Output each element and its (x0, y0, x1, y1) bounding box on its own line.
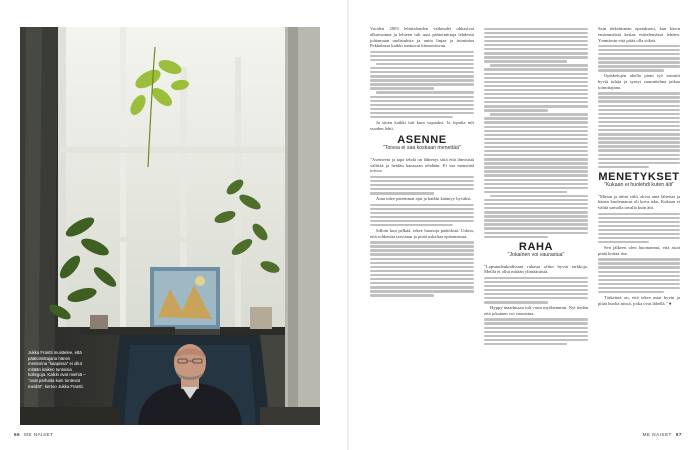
text-line (370, 180, 474, 182)
text-line (484, 327, 588, 329)
text-line (598, 162, 680, 164)
text-line (484, 331, 588, 333)
text-line (370, 55, 474, 57)
text-line (370, 104, 474, 106)
text-column-1 (370, 26, 474, 298)
text-line (484, 277, 588, 279)
text-line (484, 36, 588, 38)
section-quote-menetykset: "Kukaan ei huolehdi kuten äiti" (603, 181, 675, 188)
text-line (370, 67, 474, 69)
text-line (598, 149, 680, 151)
text-line (484, 142, 588, 144)
text-line (484, 117, 588, 119)
text-line (370, 116, 453, 118)
text-line (598, 45, 680, 47)
text-line (598, 117, 680, 119)
text-line (484, 170, 588, 172)
text-line (484, 85, 588, 87)
text-line (370, 216, 474, 218)
text-line (484, 232, 588, 234)
text-line (598, 262, 680, 264)
section-quote-asenne: "Toivoa ei saa koskaan menettää" (383, 145, 461, 152)
text-line (484, 150, 588, 152)
text-line (484, 40, 588, 42)
text-line (484, 322, 588, 324)
body-paragraph: "Minun ja äitini välit olivat aina läheiset ja hänen kuolemansa oli kova isku. Kukaan ei välitä samalla tavalla kuin äiti. (598, 193, 680, 211)
text-line (484, 162, 588, 164)
text-line (598, 233, 680, 235)
text-line (370, 286, 474, 288)
text-line (484, 207, 588, 209)
text-line (598, 53, 680, 55)
text-line (370, 266, 474, 268)
magazine-name-left: ME NAISET (24, 432, 54, 437)
text-line (484, 339, 588, 341)
text-line (484, 48, 588, 50)
text-line (370, 294, 434, 296)
text-line (598, 125, 680, 127)
text-line (598, 105, 680, 107)
text-line (370, 188, 474, 190)
text-line (598, 61, 680, 63)
text-line (370, 83, 474, 85)
text-line (370, 204, 474, 206)
text-line (598, 145, 680, 147)
text-line (598, 271, 680, 273)
text-line (484, 81, 588, 83)
text-line (598, 49, 680, 51)
text-line (598, 166, 649, 168)
text-line (370, 245, 474, 247)
text-line (484, 187, 588, 189)
text-line (484, 77, 588, 79)
text-line (376, 63, 474, 65)
body-paragraph: "Lapsuudenkodissani rahasta oltiin hyvin tarkkoja. Meillä ei ollut mitään ylimääräistä. (484, 263, 588, 275)
page-number-left: 66 (14, 432, 21, 437)
text-line (598, 133, 680, 135)
text-line (490, 195, 588, 197)
text-column-3 (598, 26, 680, 306)
text-line (484, 174, 588, 176)
text-line (484, 289, 588, 291)
text-line (376, 91, 474, 93)
text-line (370, 59, 474, 61)
text-line (484, 97, 588, 99)
text-line (484, 199, 588, 201)
text-line (484, 335, 588, 337)
text-line (370, 79, 474, 81)
section-heading-menetykset: MENETYKSET (598, 171, 680, 184)
text-line (370, 224, 453, 226)
text-line (370, 249, 474, 251)
text-line (598, 237, 680, 239)
section-heading-asenne: ASENNE (397, 134, 447, 147)
text-line (370, 184, 474, 186)
text-line (598, 137, 680, 139)
text-line (484, 134, 588, 136)
text-line (598, 154, 680, 156)
text-line (484, 301, 548, 303)
text-line (484, 146, 588, 148)
body-paragraph: Hyppy maailmaan tuli vasta myöhemmin. Nyt tiedän että jokainen voi vaurastua. (484, 305, 588, 316)
text-line (370, 112, 474, 114)
text-line (484, 227, 588, 229)
body-paragraph: Ja sitten kaikki tuli kuin vapaaksi. Ja lopulta tuli vuoden lehti. (370, 119, 474, 131)
text-line (484, 281, 588, 283)
text-line (484, 130, 588, 132)
text-line (598, 129, 680, 131)
text-line (484, 343, 567, 345)
body-paragraph: "Asenteeni ja tapa tehdä on lähtenyt siitä että ihmisistä välittää ja heidän kanssaan tehdään. Ei saa menettää toivoa. (370, 156, 474, 174)
body-paragraph: Silloin kun pelkää, tekee huonoja päätöksiä. Uskon, että rohkeutta tarvitaan ja pitää uskaltaa epäonnistua. (370, 228, 474, 239)
text-line (484, 109, 548, 111)
body-paragraph: Sen jälkeen olen huomannut, että asiat pitää hoitaa itse. (598, 245, 680, 256)
section-quote-raha: "Jokainen voi vaurastua" (507, 251, 565, 258)
text-line (484, 318, 588, 320)
text-line (370, 253, 474, 255)
text-line (598, 221, 680, 223)
text-line (484, 215, 588, 217)
folio-right (643, 432, 682, 437)
text-line (484, 223, 588, 225)
text-line (598, 141, 680, 143)
text-line (598, 275, 680, 277)
text-line (370, 270, 474, 272)
page-number-right: 67 (675, 432, 682, 437)
text-line (370, 282, 474, 284)
text-line (370, 108, 474, 110)
text-line (598, 65, 680, 67)
text-line (484, 179, 588, 181)
text-line (598, 225, 680, 227)
text-line (598, 266, 680, 268)
body-paragraph: Opiskelujen ohella pieni työ toimitti hyviä tuloja ja syntyi suunnitelma jatkaa toimittajana. (598, 73, 680, 90)
text-line (484, 32, 588, 34)
text-line (598, 69, 664, 71)
text-line (598, 291, 664, 293)
text-line (484, 236, 548, 238)
page-gutter (347, 0, 349, 450)
text-line (370, 278, 474, 280)
text-line (484, 293, 588, 295)
text-line (370, 51, 474, 53)
text-line (484, 183, 588, 185)
text-line (490, 113, 588, 115)
text-line (370, 290, 474, 292)
text-line (484, 191, 567, 193)
text-line (370, 241, 474, 243)
text-line (598, 213, 680, 215)
text-line (598, 92, 680, 94)
text-line (598, 100, 680, 102)
text-column-2 (484, 26, 588, 347)
text-line (370, 176, 474, 178)
text-line (484, 28, 588, 30)
text-line (484, 154, 588, 156)
section-heading-raha: RAHA (518, 241, 554, 254)
text-line (484, 297, 588, 299)
text-line (484, 211, 588, 213)
text-line (484, 121, 588, 123)
text-line (598, 283, 680, 285)
text-line (484, 89, 588, 91)
text-line (370, 100, 474, 102)
text-line (598, 109, 680, 111)
text-line (598, 57, 680, 59)
text-line (598, 287, 680, 289)
text-line (484, 203, 588, 205)
text-line (598, 258, 680, 260)
folio-left (14, 432, 53, 437)
text-line (598, 217, 680, 219)
magazine-name-right: ME NAISET (642, 432, 672, 437)
text-line (484, 138, 588, 140)
text-line (598, 241, 649, 243)
body-paragraph: Tärkeintä on, että tekee asiat hyvin ja pitää huolta niistä, jotka ovat lähellä." ● (598, 294, 680, 306)
text-line (598, 121, 680, 123)
text-line (370, 71, 474, 73)
text-line (484, 60, 567, 62)
text-line (484, 56, 588, 58)
text-line (484, 101, 588, 103)
text-line (370, 208, 474, 210)
photo-caption: Jukka Frantti muistelee, että päätoimittajana hänen mentorina "kaapissa" ei ollut mitään kaiken tuntoisia kollegoja. Kaikki ovat miehiä – "ovat parhaita kuin tuntevat meidät", kertoo Jukka Frantti. (28, 350, 86, 389)
text-line (598, 113, 680, 115)
text-line (370, 220, 474, 222)
text-line (370, 96, 474, 98)
text-line (370, 192, 434, 194)
text-line (370, 212, 474, 214)
body-paragraph: Vuoden 2003 lehtitalouden vaikeudet uhkasivat alkuvuonna ja lehteen tuli uusi päätoimittaja lehdessä johtamaan uudistuksia ja uutta linjaa ja toimintaa Pekkalassa kaikki tuntuivat kiinnostuvan. (370, 26, 474, 49)
body-paragraph: Sain tärkeimmän opetukseni, kun kävin ensimmäistä kertaa esittelemässä lehden. Ymmärsin että pitää olla sitkeä. (598, 26, 680, 43)
text-line (370, 87, 434, 89)
text-line (484, 73, 588, 75)
body-paragraph: Aina tulee paremmat ajat ja kaikki kääntyy hyväksi. (376, 196, 472, 202)
text-line (598, 279, 680, 281)
text-line (484, 44, 588, 46)
text-line (484, 93, 588, 95)
text-line (490, 64, 588, 66)
text-line (370, 274, 474, 276)
text-line (370, 262, 474, 264)
text-line (370, 75, 474, 77)
text-line (484, 126, 588, 128)
text-line (484, 158, 588, 160)
text-line (484, 219, 588, 221)
text-line (598, 158, 680, 160)
text-line (370, 258, 474, 260)
text-line (484, 52, 588, 54)
text-line (484, 68, 588, 70)
text-line (484, 285, 588, 287)
text-line (598, 229, 680, 231)
text-line (484, 105, 588, 107)
text-line (484, 166, 588, 168)
text-line (598, 96, 680, 98)
